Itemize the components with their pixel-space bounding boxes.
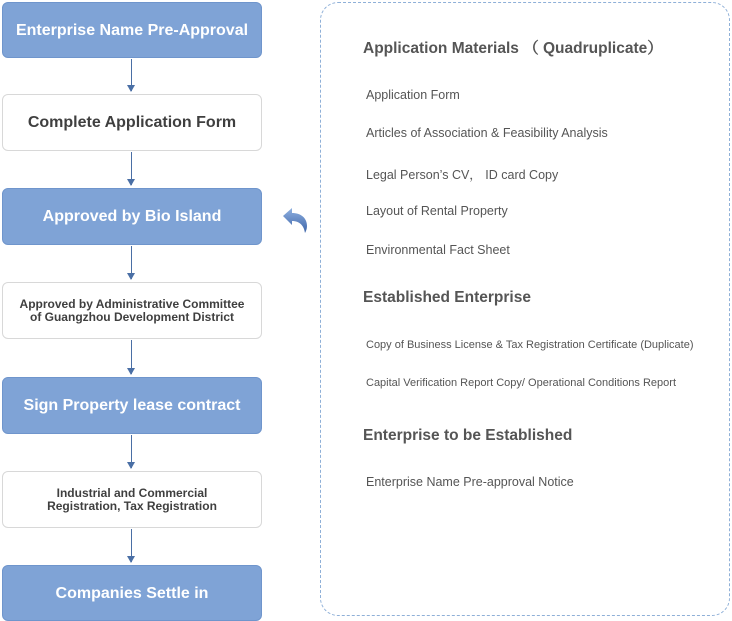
application-materials-heading: Application Materials （ Quadruplicate）: [363, 40, 663, 57]
arrow-down-icon: [131, 246, 132, 279]
established-item: Capital Verification Report Copy/ Operational Conditions Report: [366, 377, 676, 389]
step-approved-by-bio-island: [2, 188, 262, 245]
step-companies-settle-in: [2, 565, 262, 621]
step-label: Companies Settle in: [55, 584, 209, 602]
curved-return-arrow-icon: [280, 204, 312, 236]
step-sign-property-lease: [2, 377, 262, 434]
material-item: Legal Person’s CV， ID card Copy: [366, 168, 559, 182]
step-label: Complete Application Form: [27, 114, 237, 131]
arrow-down-icon: [131, 435, 132, 468]
material-item: Application Form: [366, 88, 460, 102]
step-label: Enterprise Name Pre-Approval: [15, 21, 249, 39]
arrow-down-icon: [131, 529, 132, 562]
step-approved-by-administrative-committee: [2, 282, 262, 339]
material-item: Layout of Rental Property: [366, 204, 508, 218]
step-label: Sign Property lease contract: [23, 397, 241, 414]
established-enterprise-heading: Established Enterprise: [363, 289, 531, 306]
to-be-established-heading: Enterprise to be Established: [363, 427, 573, 444]
material-item: Articles of Association & Feasibility Analysis: [366, 126, 608, 140]
arrow-down-icon: [131, 152, 132, 185]
established-item: Copy of Business License & Tax Registration Certificate (Duplicate): [366, 339, 694, 351]
arrow-down-icon: [131, 59, 132, 91]
arrow-down-icon: [131, 340, 132, 374]
material-item: Environmental Fact Sheet: [366, 243, 510, 257]
to-be-established-item: Enterprise Name Pre-approval Notice: [366, 475, 574, 489]
step-name-pre-approval: [2, 2, 262, 58]
step-industrial-commercial-registration: [2, 471, 262, 528]
step-complete-application-form: [2, 94, 262, 151]
step-label: Industrial and Commercial Registration, Tax Registration: [47, 485, 217, 513]
step-label: Approved by Bio Island: [42, 208, 222, 225]
step-label: Approved by Administrative Committee of Guangzhou Development District: [19, 296, 245, 324]
